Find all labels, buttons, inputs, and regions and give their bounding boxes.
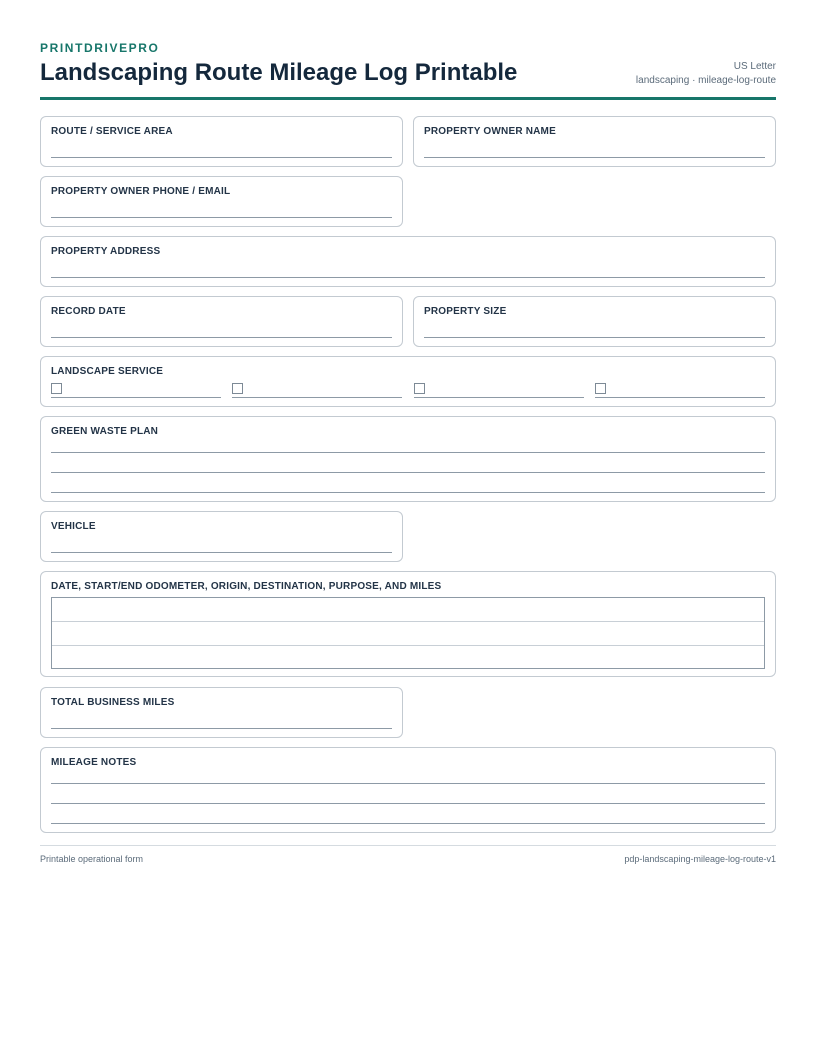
landscape-service-option-3 [414,382,584,398]
property-address-input[interactable] [51,277,765,278]
option-3-line[interactable] [414,397,584,398]
property-owner-name-label: PROPERTY OWNER NAME [424,126,556,137]
vehicle-label: VEHICLE [51,521,96,532]
record-date-input[interactable] [51,337,392,338]
green-waste-plan-label: GREEN WASTE PLAN [51,426,159,437]
checkbox-1[interactable] [51,383,62,394]
route-service-area-input[interactable] [51,157,392,158]
trip-log-table [51,597,765,669]
landscape-service-field [40,356,776,407]
footer-divider [40,845,776,846]
property-owner-name-input[interactable] [424,157,765,158]
green-waste-plan-line-2[interactable] [51,472,765,473]
landscape-service-option-1 [51,382,221,398]
property-address-field [40,236,776,287]
property-owner-contact-label: PROPERTY OWNER PHONE / EMAIL [51,186,231,197]
table-row-divider-2 [52,645,764,646]
header-divider [40,97,776,100]
total-business-miles-label: TOTAL BUSINESS MILES [51,697,175,708]
mileage-notes-label: MILEAGE NOTES [51,757,137,768]
property-size-input[interactable] [424,337,765,338]
property-owner-contact-field [40,176,403,227]
mileage-notes-line-2[interactable] [51,803,765,804]
green-waste-plan-line-3[interactable] [51,492,765,493]
green-waste-plan-field [40,416,776,502]
property-address-label: PROPERTY ADDRESS [51,246,161,257]
page-title: Landscaping Route Mileage Log Printable [40,59,518,86]
vehicle-field [40,511,403,562]
checkbox-3[interactable] [414,383,425,394]
record-date-field [40,296,403,347]
property-size-field [413,296,776,347]
brand-name: PRINTDRIVEPRO [40,41,160,55]
mileage-notes-line-1[interactable] [51,783,765,784]
option-1-line[interactable] [51,397,221,398]
form-id: pdp-landscaping-mileage-log-route-v1 [624,854,776,864]
header-meta [636,60,776,88]
property-owner-name-field [413,116,776,167]
landscape-service-label: LANDSCAPE SERVICE [51,366,164,377]
property-size-label: PROPERTY SIZE [424,306,507,317]
form-tags: landscaping · mileage-log-route [635,75,776,86]
mileage-notes-line-3[interactable] [51,823,765,824]
green-waste-plan-line-1[interactable] [51,452,765,453]
table-row-divider-1 [52,621,764,622]
paper-size: US Letter [733,61,776,72]
route-service-area-field [40,116,403,167]
landscape-service-option-2 [232,382,402,398]
footer-description: Printable operational form [40,854,144,864]
record-date-label: RECORD DATE [51,306,126,317]
mileage-notes-field [40,747,776,833]
property-owner-contact-input[interactable] [51,217,392,218]
checkbox-2[interactable] [232,383,243,394]
option-2-line[interactable] [232,397,402,398]
trip-log-field [40,571,776,677]
trip-log-label: DATE, START/END ODOMETER, ORIGIN, DESTINATION, PURPOSE, AND MILES [51,581,442,592]
landscape-service-option-4 [595,382,765,398]
route-service-area-label: ROUTE / SERVICE AREA [51,126,173,137]
option-4-line[interactable] [595,397,765,398]
vehicle-input[interactable] [51,552,392,553]
total-business-miles-input[interactable] [51,728,392,729]
total-business-miles-field [40,687,403,738]
checkbox-4[interactable] [595,383,606,394]
